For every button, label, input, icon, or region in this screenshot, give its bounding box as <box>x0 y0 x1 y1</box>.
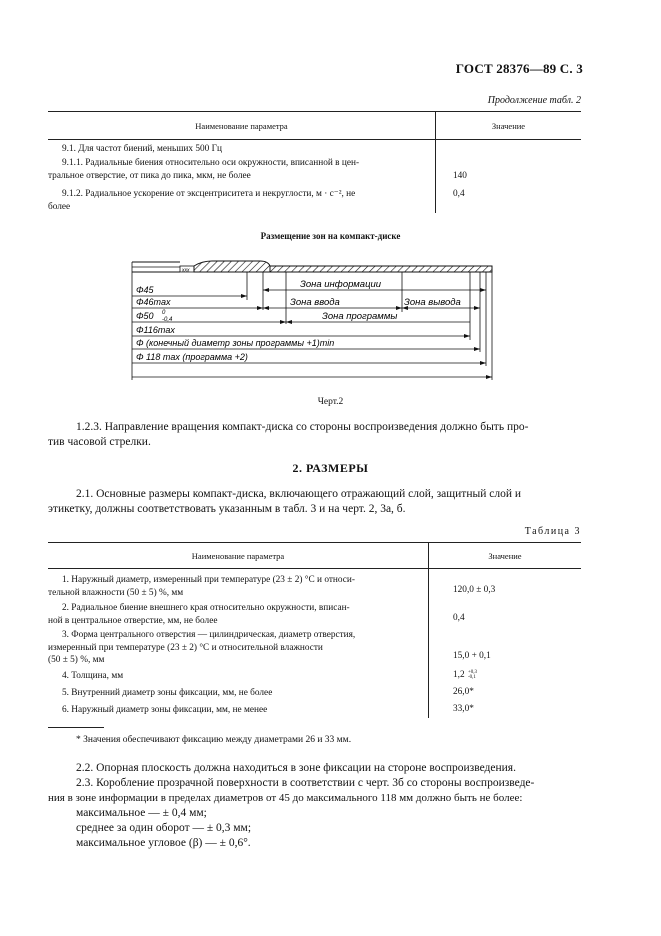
table-header-divider <box>48 139 581 140</box>
thickness-tolerance <box>468 670 477 680</box>
table-column-divider <box>428 542 429 718</box>
paragraph-2-3-line2: ния в зоне информации в пределах диаметров от 45 до максимального 118 мм должно быть не более: <box>48 792 523 804</box>
row-text-line2: измеренный при температуре (23 ± 2) °С и относительной влажности <box>48 642 323 653</box>
closing-paragraphs <box>48 761 588 851</box>
row-text-line1: 3. Форма центрального отверстия — цилиндрическая, диаметр отверстия, <box>62 630 356 640</box>
row-text-line2: более <box>48 201 71 212</box>
label-info-zone: Зона информации <box>300 279 382 290</box>
label-final-diameter: Φ (конечный диаметр зоны программы +1)min <box>136 338 335 348</box>
label-d118max: Φ 118 max (программа +2) <box>136 352 248 362</box>
table-border-top <box>48 111 581 112</box>
label-lead-in: Зона ввода <box>290 297 340 308</box>
row-text: 5. Внутренний диаметр зоны фиксации, мм, не более <box>62 688 273 698</box>
table-continuation-note: Продолжение табл. 2 <box>487 95 581 106</box>
label-d50-tol-lower: -0,4 <box>162 317 173 323</box>
row-text-line3: (50 ± 5) %, мм <box>48 655 105 665</box>
warp-max: максимальное — ± 0,4 мм; <box>76 807 207 819</box>
row-text-line1: 9.1.1. Радиальные биения относительно оси окружности, вписанной в цен- <box>62 158 360 168</box>
label-d45: Φ45 <box>136 285 154 295</box>
label-d116max: Φ116max <box>136 325 175 335</box>
column-header-name: Наименование параметра <box>195 121 288 131</box>
disc-profile <box>132 261 492 274</box>
table-row-9-1-1 <box>48 157 433 182</box>
figure-title: Размещение зон на компакт-диске <box>260 231 401 241</box>
paragraph-2-1 <box>48 487 581 517</box>
warp-average: среднее за один оборот — ± 0,3 мм; <box>76 822 252 834</box>
table-header-divider <box>48 568 581 569</box>
table-row-9-1-2 <box>48 188 433 213</box>
row-text: 6. Наружный диаметр зоны фиксации, мм, не менее <box>62 705 268 715</box>
paragraph-2-2: 2.2. Опорная плоскость должна находиться в зоне фиксации на стороне воспроизведения. <box>76 762 516 774</box>
label-d50: Φ50 <box>136 311 154 321</box>
row-value: 15,0 + 0,1 <box>453 651 491 661</box>
paragraph-2-3-line1: 2.3. Коробление прозрачной поверхности в соответствии с черт. 3б со стороны воспроизведе- <box>76 777 535 789</box>
section-title: 2. РАЗМЕРЫ <box>292 461 369 475</box>
column-header-name: Наименование параметра <box>191 551 285 561</box>
footnote: * Значения обеспечивают фиксацию между диаметрами 26 и 33 мм. <box>76 735 352 745</box>
svg-text:xxx: xxx <box>182 267 190 274</box>
table-row <box>48 574 426 599</box>
table-row <box>48 602 426 627</box>
paragraph-line: этикетку, должны соответствовать указанным в табл. 3 и на черт. 2, 3а, б. <box>48 503 406 515</box>
cd-zones-diagram <box>120 252 500 392</box>
row-text-line1: 1. Наружный диаметр, измеренный при температуре (23 ± 2) °С и относи- <box>62 575 355 585</box>
row-value-9-1-2: 0,4 <box>453 189 465 199</box>
table-border-top <box>48 542 581 543</box>
table-row <box>62 704 267 717</box>
label-d50-tol-upper: 0 <box>162 310 166 316</box>
row-value: 33,0* <box>453 704 474 714</box>
label-program-zone: Зона программы <box>322 311 398 322</box>
paragraph-line: тив часовой стрелки. <box>48 436 151 448</box>
paragraph-line: 2.1. Основные размеры компакт-диска, включающего отражающий слой, защитный слой и <box>76 488 522 500</box>
label-lead-out: Зона вывода <box>404 297 461 308</box>
row-text: 4. Толщина, мм <box>62 671 124 681</box>
row-value: 120,0 ± 0,3 <box>453 585 496 595</box>
row-text-line2: ной в центральное отверстие, мм, не более <box>48 615 218 626</box>
label-d46max: Φ46max <box>136 297 171 307</box>
table-row <box>62 670 123 683</box>
footnote-rule <box>48 727 104 728</box>
table-row <box>48 629 426 667</box>
disc-section <box>270 266 492 272</box>
tolerance-lower: -0,1 <box>467 675 476 680</box>
row-text: 9.1. Для частот биений, меньших 500 Гц <box>62 144 222 154</box>
hub-section <box>194 261 270 272</box>
figure-caption: Черт.2 <box>317 397 344 407</box>
paragraph-1-2-3 <box>48 420 581 450</box>
table-3-title: Таблица 3 <box>524 526 581 537</box>
row-text-line2: тральное отверстие, от пика до пика, мкм, не более <box>48 170 251 181</box>
column-header-value: Значение <box>491 121 526 131</box>
table-row-9-1 <box>62 143 222 156</box>
row-text-line1: 2. Радиальное биение внешнего края относительно окружности, вписан- <box>62 603 350 613</box>
row-text-line2: тельной влажности (50 ± 5) %, мм <box>48 587 184 598</box>
paragraph-line: 1.2.3. Направление вращения компакт-диска со стороны воспроизведения должно быть про- <box>76 421 529 433</box>
warp-angle: максимальное угловое (β) — ± 0,6°. <box>76 837 251 849</box>
document-header-code: ГОСТ 28376—89 С. 3 <box>455 61 583 76</box>
row-value-thickness <box>453 670 477 680</box>
tolerance-upper: +0,3 <box>467 670 478 675</box>
table-row <box>62 687 272 700</box>
column-header-value: Значение <box>488 551 522 561</box>
row-text-line1: 9.1.2. Радиальное ускорение от эксцентриситета и некруглости, м · с⁻², не <box>62 189 356 199</box>
thickness-nominal: 1,2 <box>453 670 465 681</box>
row-value: 0,4 <box>453 613 465 623</box>
row-value: 26,0* <box>453 687 474 697</box>
row-value-9-1-1: 140 <box>453 171 467 181</box>
